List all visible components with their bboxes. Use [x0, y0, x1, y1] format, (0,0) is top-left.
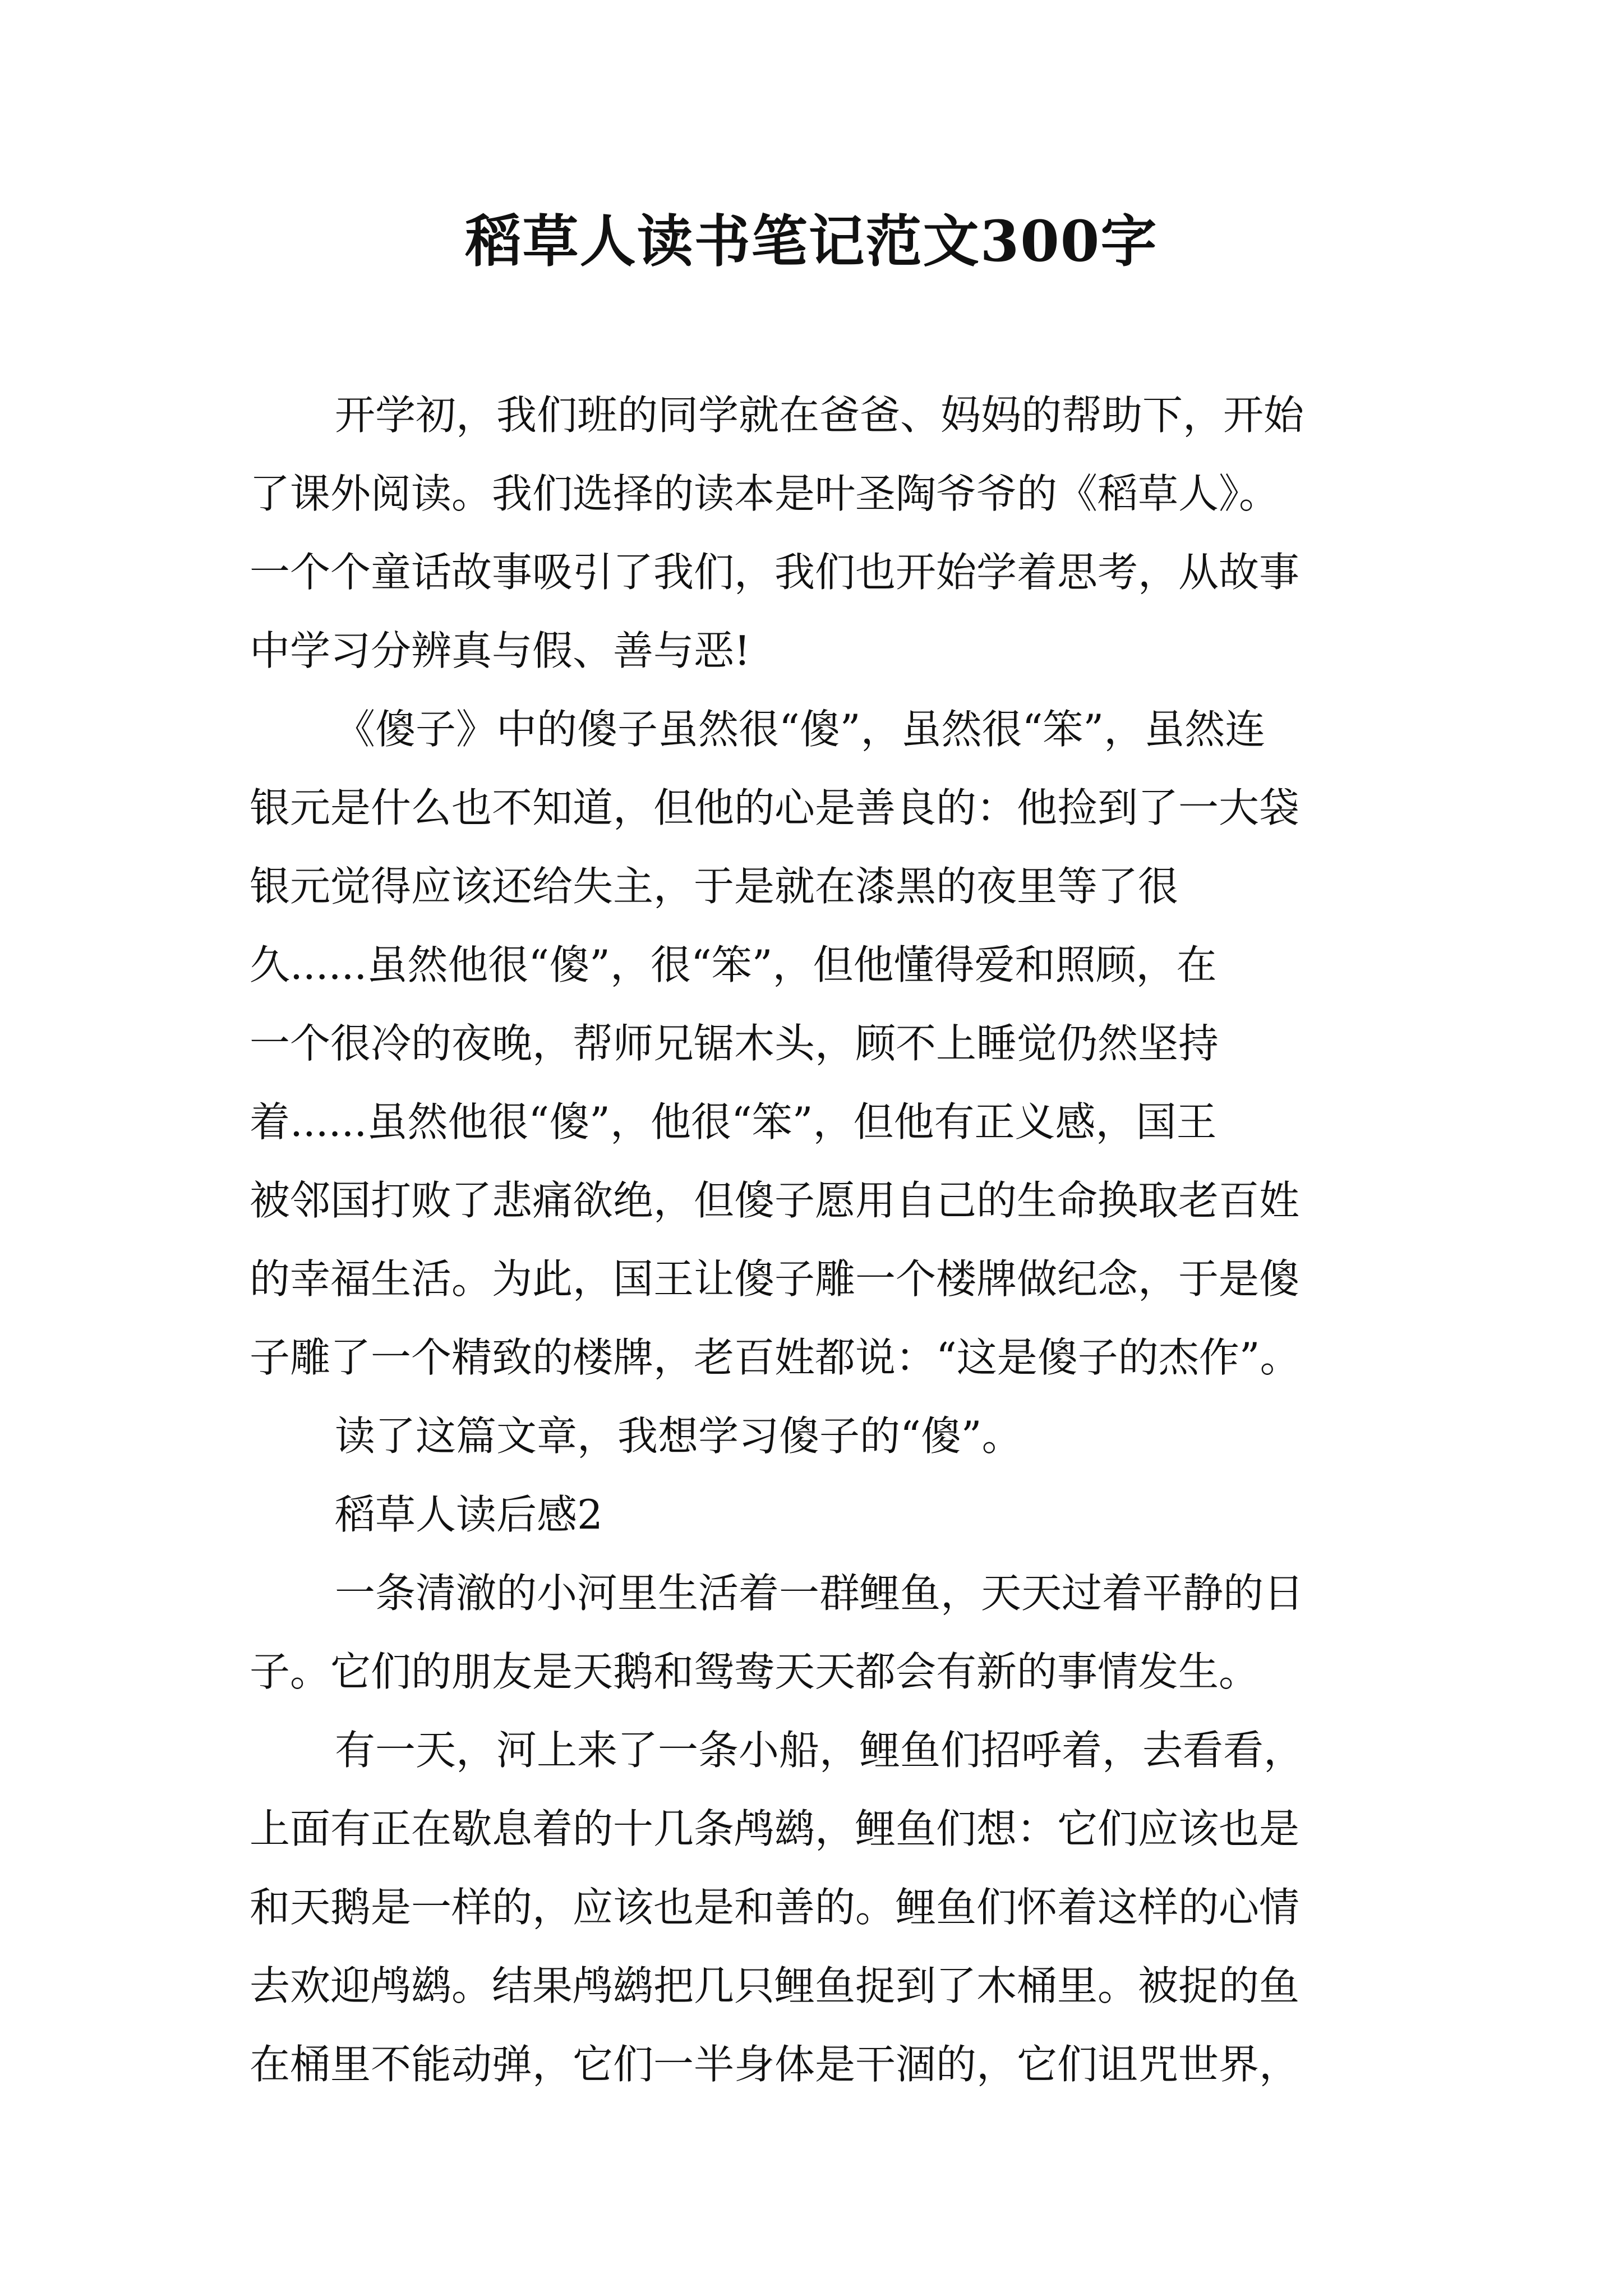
text-line: 中学习分辨真与假、善与恶! — [250, 627, 750, 674]
text-line: 和天鹅是一样的，应该也是和善的。鲤鱼们怀着这样的心情 — [250, 1884, 1300, 1931]
text-line: 被邻国打败了悲痛欲绝，但傻子愿用自己的生命换取老百姓 — [250, 1177, 1300, 1224]
section-heading: 稻草人读后感2 — [335, 1491, 603, 1538]
text-line: 上面有正在歇息着的十几条鸬鹚，鲤鱼们想：它们应该也是 — [250, 1805, 1300, 1852]
text-line: 久......虽然他很“傻”，很“笨”，但他懂得爱和照顾，在 — [250, 941, 1217, 988]
text-line: 去欢迎鸬鹚。结果鸬鹚把几只鲤鱼捉到了木桶里。被捉的鱼 — [250, 1962, 1300, 2009]
text-line: 子。它们的朋友是天鹅和鸳鸯天天都会有新的事情发生。 — [250, 1648, 1260, 1695]
text-line: 一个个童话故事吸引了我们，我们也开始学着思考，从故事 — [250, 549, 1300, 596]
text-line: 在桶里不能动弹，它们一半身体是干涸的，它们诅咒世界， — [250, 2041, 1300, 2088]
document-title: 稻草人读书笔记范文300字 — [465, 208, 1158, 274]
text-line: 开学初，我们班的同学就在爸爸、妈妈的帮助下，开始 — [335, 392, 1304, 439]
text-line: 着......虽然他很“傻”，他很“笨”，但他有正义感，国王 — [250, 1098, 1217, 1145]
text-line: 银元觉得应该还给失主，于是就在漆黑的夜里等了很 — [250, 863, 1179, 910]
text-line: 了课外阅读。我们选择的读本是叶圣陶爷爷的《稻草人》。 — [250, 470, 1280, 517]
text-line: 有一天，河上来了一条小船，鲤鱼们招呼着，去看看， — [335, 1727, 1304, 1774]
text-line: 子雕了一个精致的楼牌，老百姓都说：“这是傻子的杰作”。 — [250, 1334, 1301, 1381]
text-line: 一条清澈的小河里生活着一群鲤鱼，天天过着平静的日 — [335, 1570, 1304, 1617]
text-line: 银元是什么也不知道，但他的心是善良的：他捡到了一大袋 — [250, 784, 1300, 831]
text-line: 读了这篇文章，我想学习傻子的“傻”。 — [335, 1412, 1022, 1460]
text-line: 一个很冷的夜晚，帮师兄锯木头，顾不上睡觉仍然坚持 — [250, 1020, 1219, 1067]
text-line: 的幸福生活。为此，国王让傻子雕一个楼牌做纪念，于是傻 — [250, 1255, 1300, 1303]
text-line: 《傻子》中的傻子虽然很“傻”，虽然很“笨”，虽然连 — [335, 706, 1266, 753]
